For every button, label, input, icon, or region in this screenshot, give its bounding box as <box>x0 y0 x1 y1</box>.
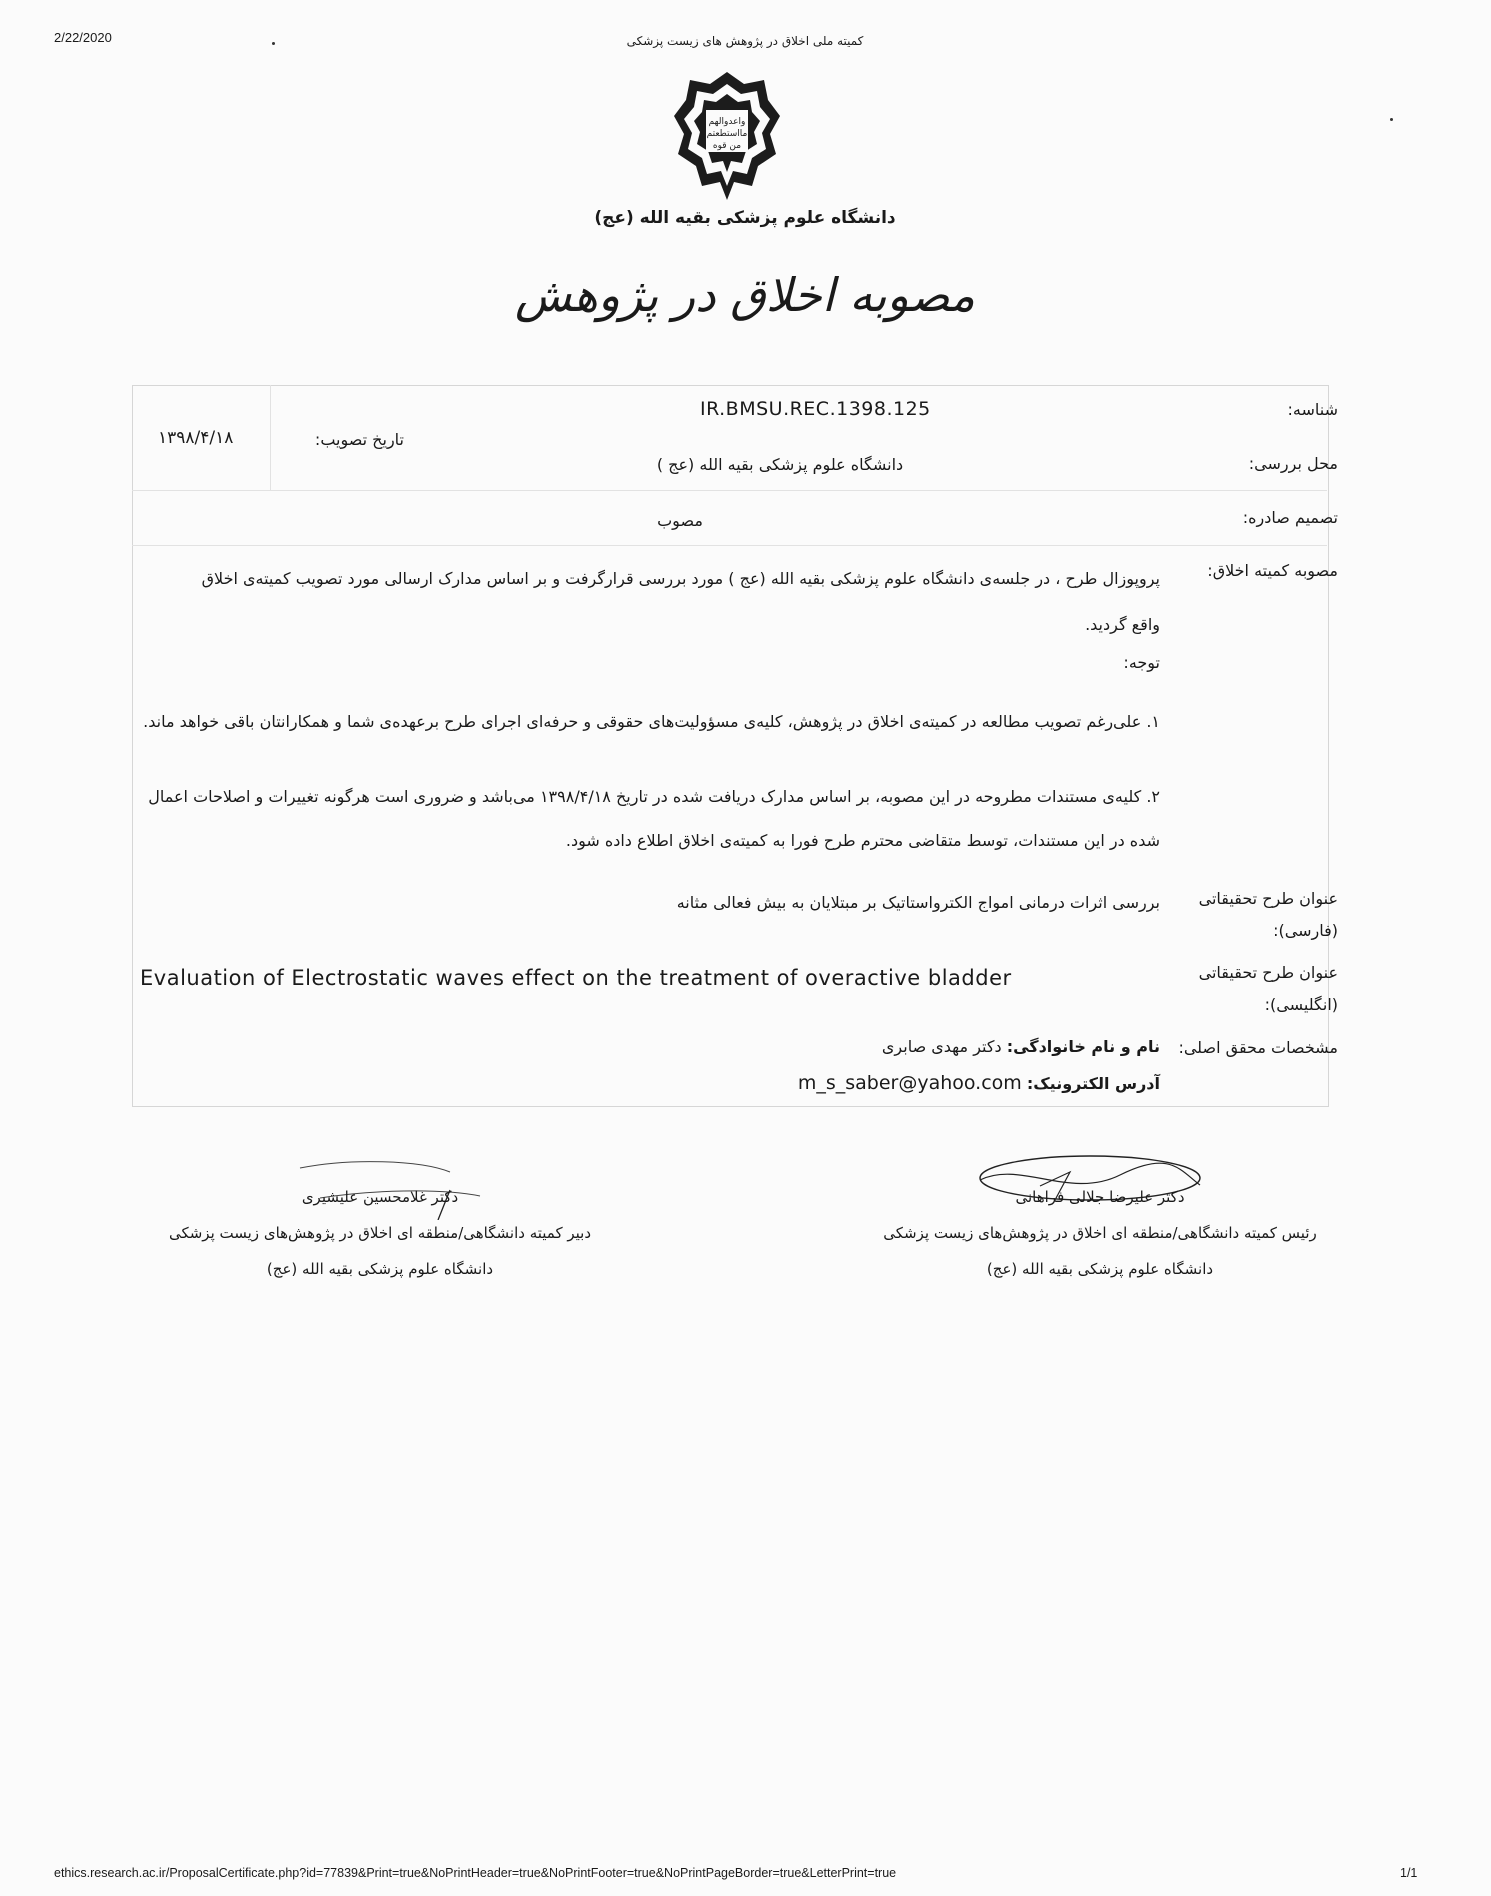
university-seal-logo <box>672 70 782 202</box>
secretary-role: دبیر کمیته دانشگاهی/منطقه ای اخلاق در پژوهش‌های زیست پزشکی <box>168 1224 592 1242</box>
decision-label: تصمیم صادره: <box>1242 508 1338 527</box>
principal-researcher-label: مشخصات محقق اصلی: <box>1178 1038 1338 1057</box>
divider <box>132 490 1327 491</box>
title-en-value: Evaluation of Electrostatic waves effect on the treatment of overactive bladder <box>140 966 1012 990</box>
review-place-label: محل بررسی: <box>1248 454 1338 473</box>
signature-block-secretary <box>120 1150 640 1290</box>
researcher-name-row <box>700 1037 1160 1056</box>
svg-text:من قوه: من قوه <box>712 141 742 151</box>
researcher-email-row <box>700 1072 1160 1094</box>
note-item: ۲. کلیه‌ی مستندات مطروحه در این مصوبه، بر اساس مدارک دریافت شده در تاریخ ۱۳۹۸/۴/۱۸ می‌باشد و ضروری است هرگونه تغییرات و اصلاحات اعمال شده در این مستندات، توسط متقاضی محترم طرح فورا به کمیته‌ی اخلاق اطلاع داده شود. <box>148 787 1160 850</box>
seal-icon <box>672 70 782 202</box>
divider <box>270 385 271 490</box>
title-fa-value: بررسی اثرات درمانی امواج الکترواستاتیک بر مبتلایان به بیش فعالی مثانه <box>676 893 1160 912</box>
footer-url: ethics.research.ac.ir/ProposalCertificate.php?id=77839&Print=true&NoPrintHeader=true&NoPrintFooter=true&NoPrintPageBorder=true&LetterPrint=true <box>54 1866 897 1880</box>
scan-speck <box>1390 118 1393 121</box>
divider <box>132 545 1327 546</box>
university-name: دانشگاه علوم پزشکی بقیه الله (عج) <box>594 208 896 228</box>
title-en-label: عنوان طرح تحقیقاتی (انگلیسی): <box>1198 963 1338 1014</box>
note-item: ۱. علی‌رغم تصویب مطالعه در کمیته‌ی اخلاق در پژوهش، کلیه‌ی مسؤولیت‌های حقوقی و حرفه‌ای اجرای طرح برعهده‌ی شما و همکارانتان باقی خواهد ماند. <box>143 712 1160 731</box>
svg-text:مااستطعتم: مااستطعتم <box>706 129 748 139</box>
chair-role: رئیس کمیته دانشگاهی/منطقه ای اخلاق در پژوهش‌های زیست پزشکی <box>883 1224 1317 1242</box>
approval-date-value: ۱۳۹۸/۴/۱۸ <box>158 428 234 448</box>
review-place-value: دانشگاه علوم پزشکی بقیه الله (عج ) <box>656 455 904 474</box>
signature-icon <box>840 1150 1360 1220</box>
title-fa-label: عنوان طرح تحقیقاتی (فارسی): <box>1198 889 1338 940</box>
name-label: نام و نام خانوادگی: <box>1006 1037 1160 1056</box>
chair-university: دانشگاه علوم پزشکی بقیه الله (عج) <box>986 1260 1214 1278</box>
ethics-approval-text: پروپوزال طرح ، در جلسه‌ی دانشگاه علوم پزشکی بقیه الله (عج ) مورد بررسی قرارگرفت و بر اساس مدارک ارسالی مورد تصویب کمیته‌ی اخلاق واقع گردید. <box>201 569 1160 634</box>
print-date: 2/22/2020 <box>54 30 112 45</box>
name-value: دکتر مهدی صابری <box>881 1037 1002 1056</box>
id-label: شناسه: <box>1287 400 1338 419</box>
email-label: آدرس الکترونیک: <box>1026 1074 1160 1093</box>
ethics-approval-label: مصوبه کمیته اخلاق: <box>1207 561 1338 580</box>
secretary-university: دانشگاه علوم پزشکی بقیه الله (عج) <box>266 1260 494 1278</box>
signature-block-chair <box>840 1150 1360 1290</box>
secretary-name: دکتر غلامحسین علیشیری <box>301 1188 459 1206</box>
signature-icon <box>120 1150 640 1220</box>
committee-header: کمیته ملی اخلاق در پژوهش های زیست پزشکی <box>626 34 864 48</box>
approval-date-label: تاریخ تصویب: <box>314 430 404 449</box>
decision-value: مصوب <box>657 511 703 530</box>
scan-speck <box>272 42 275 45</box>
id-value: IR.BMSU.REC.1398.125 <box>700 398 931 420</box>
email-value: m_s_saber@yahoo.com <box>797 1072 1022 1094</box>
document-title: مصوبه اخلاق در پژوهش <box>515 268 975 322</box>
notes-label: توجه: <box>1123 653 1160 672</box>
page-number: 1/1 <box>1400 1866 1418 1880</box>
chair-name: دکتر علیرضا جلالی فراهانی <box>1015 1188 1185 1206</box>
svg-text:واعدوالهم: واعدوالهم <box>708 117 746 127</box>
